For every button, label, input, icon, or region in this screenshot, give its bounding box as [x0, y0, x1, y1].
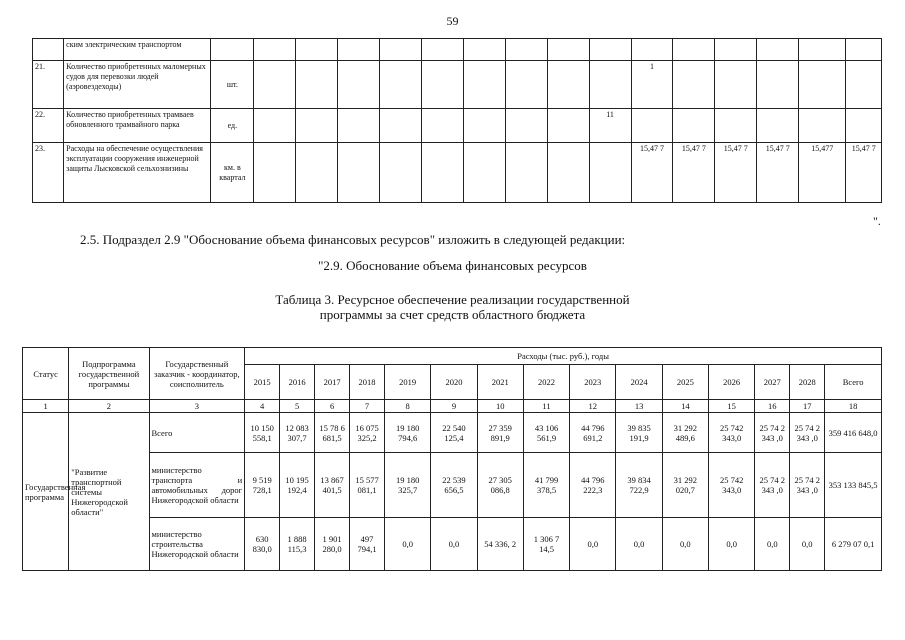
header-expenses: Расходы (тыс. руб.), годы [245, 348, 882, 365]
indicator-value: 11 [589, 109, 631, 143]
indicator-value: 15,47 7 [846, 143, 882, 203]
expense-value: 0,0 [709, 518, 755, 571]
year-header: 2027 [755, 365, 790, 400]
indicator-value [589, 39, 631, 61]
indicator-value [673, 109, 715, 143]
indicator-value: 15,47 7 [715, 143, 757, 203]
indicator-value: 1 [631, 61, 673, 109]
year-header: 2017 [315, 365, 350, 400]
year-header: 2023 [570, 365, 616, 400]
indicator-row [33, 143, 882, 203]
expense-value: 10 195 192,4 [280, 453, 315, 518]
indicators-table [32, 38, 882, 203]
indicator-value [846, 61, 882, 109]
indicator-value [505, 143, 547, 203]
indicator-value [673, 61, 715, 109]
expense-value: 359 416 648,0 [825, 413, 882, 453]
indicator-value [673, 39, 715, 61]
column-number: 2 [69, 400, 149, 413]
subprogram-cell: "Развитие транспортной системы Нижегородской области" [69, 413, 149, 571]
year-header: 2026 [709, 365, 755, 400]
expense-value: 0,0 [662, 518, 708, 571]
column-number: 1 [23, 400, 69, 413]
indicator-value [338, 143, 380, 203]
expense-value: 0,0 [790, 518, 825, 571]
indicator-value [338, 61, 380, 109]
year-header: 2015 [245, 365, 280, 400]
expense-value: 13 867 401,5 [315, 453, 350, 518]
indicator-value [547, 61, 589, 109]
expense-value: 22 540 125,4 [431, 413, 477, 453]
expense-value: 25 74 2 343 ,0 [790, 413, 825, 453]
expense-value: 22 539 656,5 [431, 453, 477, 518]
indicator-value [421, 39, 463, 61]
indicator-value [631, 39, 673, 61]
expense-value: 353 133 845,5 [825, 453, 882, 518]
indicator-value [757, 109, 799, 143]
indicator-number [33, 39, 64, 61]
expense-value: 54 336, 2 [477, 518, 523, 571]
expense-value: 9 519 728,1 [245, 453, 280, 518]
indicator-value [421, 109, 463, 143]
expense-value: 25 74 2 343 ,0 [790, 453, 825, 518]
column-number: 11 [523, 400, 569, 413]
expense-value: 15 577 081,1 [350, 453, 385, 518]
column-number: 12 [570, 400, 616, 413]
indicator-value [589, 143, 631, 203]
expense-value: 31 292 489,6 [662, 413, 708, 453]
column-number: 7 [350, 400, 385, 413]
indicator-number: 23. [33, 143, 64, 203]
indicator-value [338, 109, 380, 143]
expense-value: 31 292 020,7 [662, 453, 708, 518]
indicator-description: ским электрическим транспортом [64, 39, 211, 61]
expense-value: 0,0 [431, 518, 477, 571]
indicator-value [715, 39, 757, 61]
expense-value: 25 74 2 343 ,0 [755, 413, 790, 453]
column-number: 9 [431, 400, 477, 413]
expense-value: 39 834 722,9 [616, 453, 662, 518]
indicator-row [33, 39, 882, 61]
year-header: 2016 [280, 365, 315, 400]
indicator-value [296, 109, 338, 143]
column-number: 4 [245, 400, 280, 413]
expense-value: 25 74 2 343 ,0 [755, 453, 790, 518]
column-number: 18 [825, 400, 882, 413]
indicator-value [380, 143, 422, 203]
expense-value: 39 835 191,9 [616, 413, 662, 453]
expense-value: 44 796 691,2 [570, 413, 616, 453]
year-header: 2025 [662, 365, 708, 400]
page-number: 59 [446, 14, 459, 28]
indicator-value: 15,477 [799, 143, 846, 203]
indicator-value [505, 109, 547, 143]
indicator-description: Расходы на обеспечение осуществления эксплуатации сооружения инженерной защиты Лысковской сельхознизины [64, 143, 211, 203]
indicator-value [338, 39, 380, 61]
column-number: 16 [755, 400, 790, 413]
indicator-value: 15,47 7 [757, 143, 799, 203]
table-title-line-2: программы за счет средств областного бюджета [319, 307, 586, 322]
expense-value: 10 150 558,1 [245, 413, 280, 453]
expense-value: 19 180 325,7 [385, 453, 431, 518]
status-cell: Государственная программа [23, 413, 69, 571]
customer-cell: министерство транспорта и автомобильных дорог Нижегородской области [149, 453, 245, 518]
expense-value: 1 901 280,0 [315, 518, 350, 571]
expense-value: 1 306 7 14,5 [523, 518, 569, 571]
expense-value: 15 78 6 681,5 [315, 413, 350, 453]
expense-value: 19 180 794,6 [385, 413, 431, 453]
indicator-value [296, 143, 338, 203]
indicator-value [505, 61, 547, 109]
column-number: 17 [790, 400, 825, 413]
indicator-row [33, 61, 882, 109]
indicator-value [463, 61, 505, 109]
expense-value: 41 799 378,5 [523, 453, 569, 518]
indicator-value [380, 39, 422, 61]
expense-value: 25 742 343,0 [709, 413, 755, 453]
expense-value: 6 279 07 0,1 [825, 518, 882, 571]
indicator-value [547, 143, 589, 203]
year-header: 2018 [350, 365, 385, 400]
indicator-value [757, 61, 799, 109]
customer-cell: министерство строительства Нижегородской области [149, 518, 245, 571]
year-header: 2028 [790, 365, 825, 400]
header-status: Статус [23, 348, 69, 400]
indicator-value [799, 61, 846, 109]
expense-value: 497 794,1 [350, 518, 385, 571]
column-number: 10 [477, 400, 523, 413]
expense-value: 630 830,0 [245, 518, 280, 571]
indicator-unit: ед. [211, 109, 254, 143]
indicator-value [380, 109, 422, 143]
column-number: 13 [616, 400, 662, 413]
indicator-row [33, 109, 882, 143]
indicator-value [463, 39, 505, 61]
table-title-line-1: Таблица 3. Ресурсное обеспечение реализации государственной [275, 292, 630, 307]
customer-cell: Всего [149, 413, 245, 453]
indicator-value [463, 143, 505, 203]
indicator-value [799, 39, 846, 61]
indicator-description: Количество приобретенных маломерных судов для перевозки людей (аэровездеходы) [64, 61, 211, 109]
expense-value: 0,0 [385, 518, 431, 571]
year-header: 2019 [385, 365, 431, 400]
indicator-value [421, 61, 463, 109]
year-header: Всего [825, 365, 882, 400]
indicator-description: Количество приобретенных трамваев обновленного трамвайного парка [64, 109, 211, 143]
expense-value: 25 742 343,0 [709, 453, 755, 518]
indicator-value [380, 61, 422, 109]
indicator-number: 22. [33, 109, 64, 143]
amendment-paragraph: 2.5. Подраздел 2.9 "Обоснование объема финансовых ресурсов" изложить в следующей редакции: [80, 232, 626, 247]
indicator-unit: км. в квартал [211, 143, 254, 203]
indicator-value [254, 143, 296, 203]
subsection-title: "2.9. Обоснование объема финансовых ресурсов [318, 258, 587, 273]
year-header: 2022 [523, 365, 569, 400]
indicator-value [715, 61, 757, 109]
column-number: 3 [149, 400, 245, 413]
year-header: 2021 [477, 365, 523, 400]
indicator-value [421, 143, 463, 203]
expense-value: 0,0 [755, 518, 790, 571]
table-title [0, 292, 905, 322]
year-header: 2024 [616, 365, 662, 400]
indicator-value [296, 39, 338, 61]
indicator-value [715, 109, 757, 143]
header-subprogram: Подпрограмма государственной программы [69, 348, 149, 400]
expense-value: 0,0 [570, 518, 616, 571]
expense-value: 27 359 891,9 [477, 413, 523, 453]
indicator-value [589, 61, 631, 109]
indicator-value [254, 39, 296, 61]
column-number: 8 [385, 400, 431, 413]
indicator-value [547, 39, 589, 61]
indicator-value [846, 109, 882, 143]
indicator-value [631, 109, 673, 143]
indicator-value [799, 109, 846, 143]
indicator-value [505, 39, 547, 61]
indicator-value [254, 61, 296, 109]
indicator-value: 15,47 7 [631, 143, 673, 203]
year-header: 2020 [431, 365, 477, 400]
indicator-value [463, 109, 505, 143]
expense-value: 43 106 561,9 [523, 413, 569, 453]
column-number: 15 [709, 400, 755, 413]
closing-quote: ". [873, 214, 881, 228]
column-number: 14 [662, 400, 708, 413]
resource-table [22, 347, 882, 571]
indicator-value [254, 109, 296, 143]
indicator-unit: шт. [211, 61, 254, 109]
column-number: 5 [280, 400, 315, 413]
indicator-value [757, 39, 799, 61]
expense-value: 16 075 325,2 [350, 413, 385, 453]
expense-value: 12 083 307,7 [280, 413, 315, 453]
expense-value: 44 796 222,3 [570, 453, 616, 518]
indicator-number: 21. [33, 61, 64, 109]
expense-value: 27 305 086,8 [477, 453, 523, 518]
indicator-value [296, 61, 338, 109]
indicator-value: 15,47 7 [673, 143, 715, 203]
expense-value: 1 888 115,3 [280, 518, 315, 571]
indicator-value [846, 39, 882, 61]
expense-value: 0,0 [616, 518, 662, 571]
indicator-value [547, 109, 589, 143]
indicator-unit [211, 39, 254, 61]
column-number: 6 [315, 400, 350, 413]
header-customer: Государственный заказчик - координатор, соисполнитель [149, 348, 245, 400]
